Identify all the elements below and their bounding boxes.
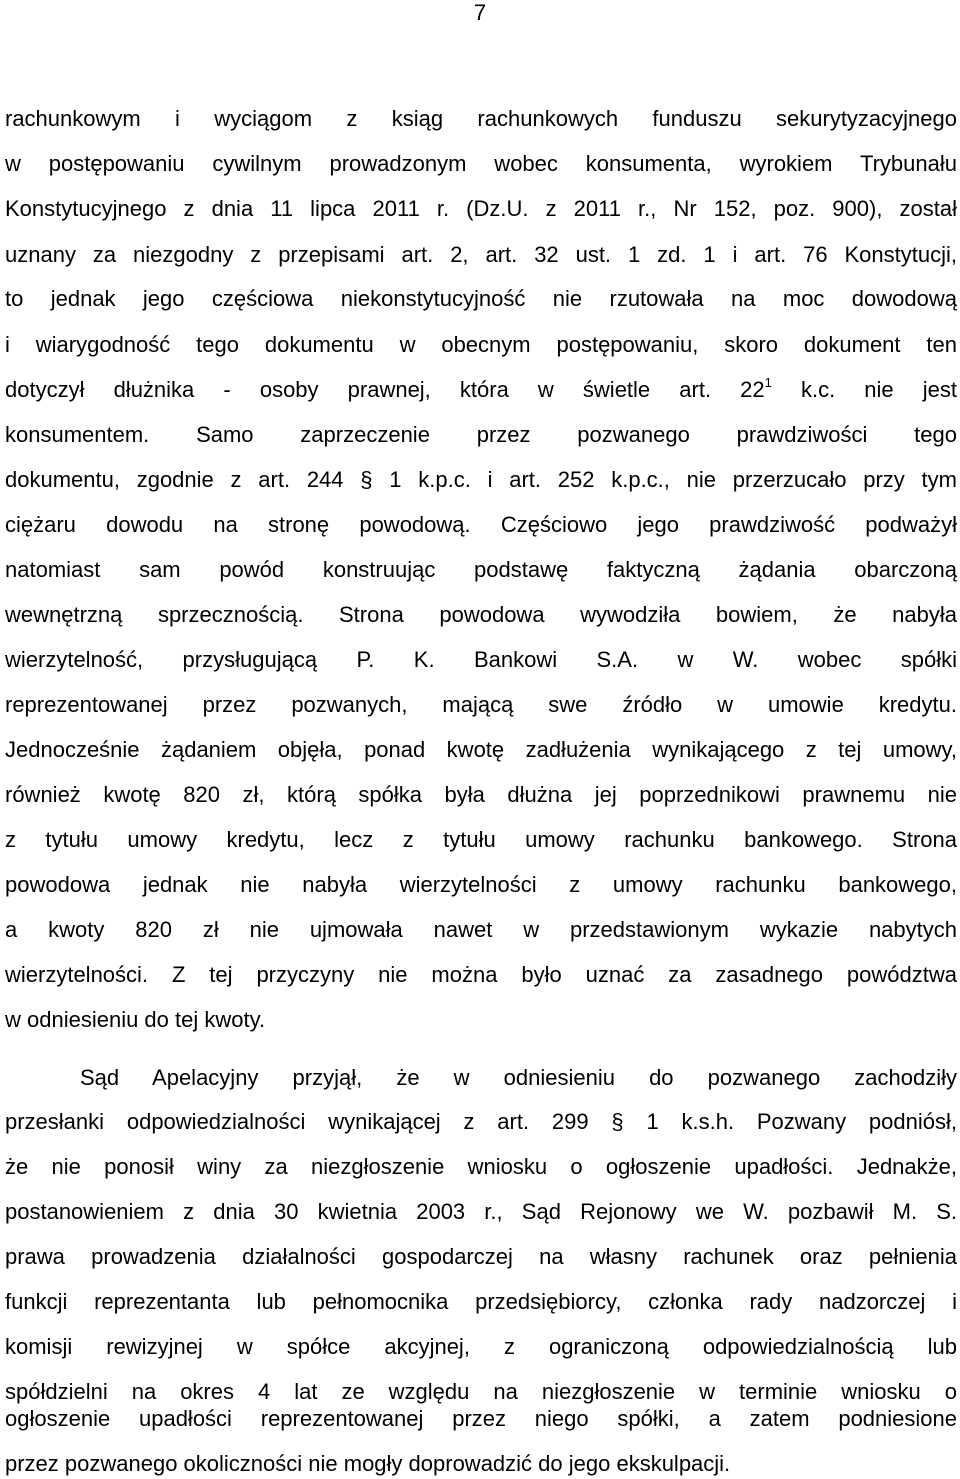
- text-line: spółdzielni na okres 4 lat ze względu na niezgłoszenie w terminie wniosku o: [5, 1379, 957, 1404]
- text-line: w postępowaniu cywilnym prowadzonym wobec konsumenta, wyrokiem Trybunału: [5, 151, 957, 176]
- text-line: powodowa jednak nie nabyła wierzytelności z umowy rachunku bankowego,: [5, 872, 957, 897]
- text-segment: k.c. nie jest: [771, 377, 958, 402]
- text-line: wierzytelność, przysługującą P. K. Bankowi S.A. w W. wobec spółki: [5, 647, 957, 672]
- text-line: ciężaru dowodu na stronę powodową. Częściowo jego prawdziwość podważył: [5, 512, 957, 537]
- text-line: a kwoty 820 zł nie ujmowała nawet w przedstawionym wykazie nabytych: [5, 917, 957, 942]
- text-line: postanowieniem z dnia 30 kwietnia 2003 r., Sąd Rejonowy we W. pozbawił M. S.: [5, 1199, 957, 1224]
- text-line: funkcji reprezentanta lub pełnomocnika przedsiębiorcy, członka rady nadzorczej i: [5, 1289, 957, 1314]
- text-line: ogłoszenie upadłości reprezentowanej przez niego spółki, a zatem podniesione: [5, 1406, 957, 1431]
- page-number: 7: [473, 0, 487, 25]
- text-line: reprezentowanej przez pozwanych, mającą swe źródło w umowie kredytu.: [5, 692, 957, 717]
- text-line: Konstytucyjnego z dnia 11 lipca 2011 r. (Dz.U. z 2011 r., Nr 152, poz. 900), został: [5, 196, 957, 221]
- text-line: prawa prowadzenia działalności gospodarczej na własny rachunek oraz pełnienia: [5, 1244, 957, 1269]
- text-line: w odniesieniu do tej kwoty.: [5, 1007, 266, 1032]
- text-line: rachunkowym i wyciągom z ksiąg rachunkowych funduszu sekurytyzacyjnego: [5, 106, 957, 131]
- text-line: z tytułu umowy kredytu, lecz z tytułu umowy rachunku bankowego. Strona: [5, 827, 957, 852]
- text-line: uznany za niezgodny z przepisami art. 2, art. 32 ust. 1 zd. 1 i art. 76 Konstytucji,: [5, 242, 957, 267]
- text-line: konsumentem. Samo zaprzeczenie przez pozwanego prawdziwości tego: [5, 422, 957, 447]
- text-line: również kwotę 820 zł, którą spółka była dłużna jej poprzednikowi prawnemu nie: [5, 782, 957, 807]
- text-line: że nie ponosił winy za niezgłoszenie wniosku o ogłoszenie upadłości. Jednakże,: [5, 1154, 957, 1179]
- text-line: przesłanki odpowiedzialności wynikającej z art. 299 § 1 k.s.h. Pozwany podniósł,: [5, 1109, 957, 1134]
- text-segment: dotyczył dłużnika - osoby prawnej, która w świetle art. 22: [5, 377, 765, 402]
- text-line: komisji rewizyjnej w spółce akcyjnej, z ograniczoną odpowiedzialnością lub: [5, 1334, 957, 1359]
- text-line: przez pozwanego okoliczności nie mogły doprowadzić do jego ekskulpacji.: [5, 1451, 731, 1476]
- superscript: 1: [764, 374, 772, 390]
- text-line: dokumentu, zgodnie z art. 244 § 1 k.p.c. i art. 252 k.p.c., nie przerzucało przy tym: [5, 467, 957, 492]
- text-line-with-superscript: [5, 375, 957, 405]
- text-line: wewnętrzną sprzecznością. Strona powodowa wywodziła bowiem, że nabyła: [5, 602, 957, 627]
- text-line: Sąd Apelacyjny przyjął, że w odniesieniu do pozwanego zachodziły: [80, 1065, 957, 1090]
- text-line: natomiast sam powód konstruując podstawę faktyczną żądania obarczoną: [5, 557, 957, 582]
- text-line: Jednocześnie żądaniem objęła, ponad kwotę zadłużenia wynikającego z tej umowy,: [5, 737, 957, 762]
- text-line: wierzytelności. Z tej przyczyny nie można było uznać za zasadnego powództwa: [5, 962, 957, 987]
- text-line: to jednak jego częściowa niekonstytucyjność nie rzutowała na moc dowodową: [5, 286, 957, 311]
- text-line: i wiarygodność tego dokumentu w obecnym postępowaniu, skoro dokument ten: [5, 332, 957, 357]
